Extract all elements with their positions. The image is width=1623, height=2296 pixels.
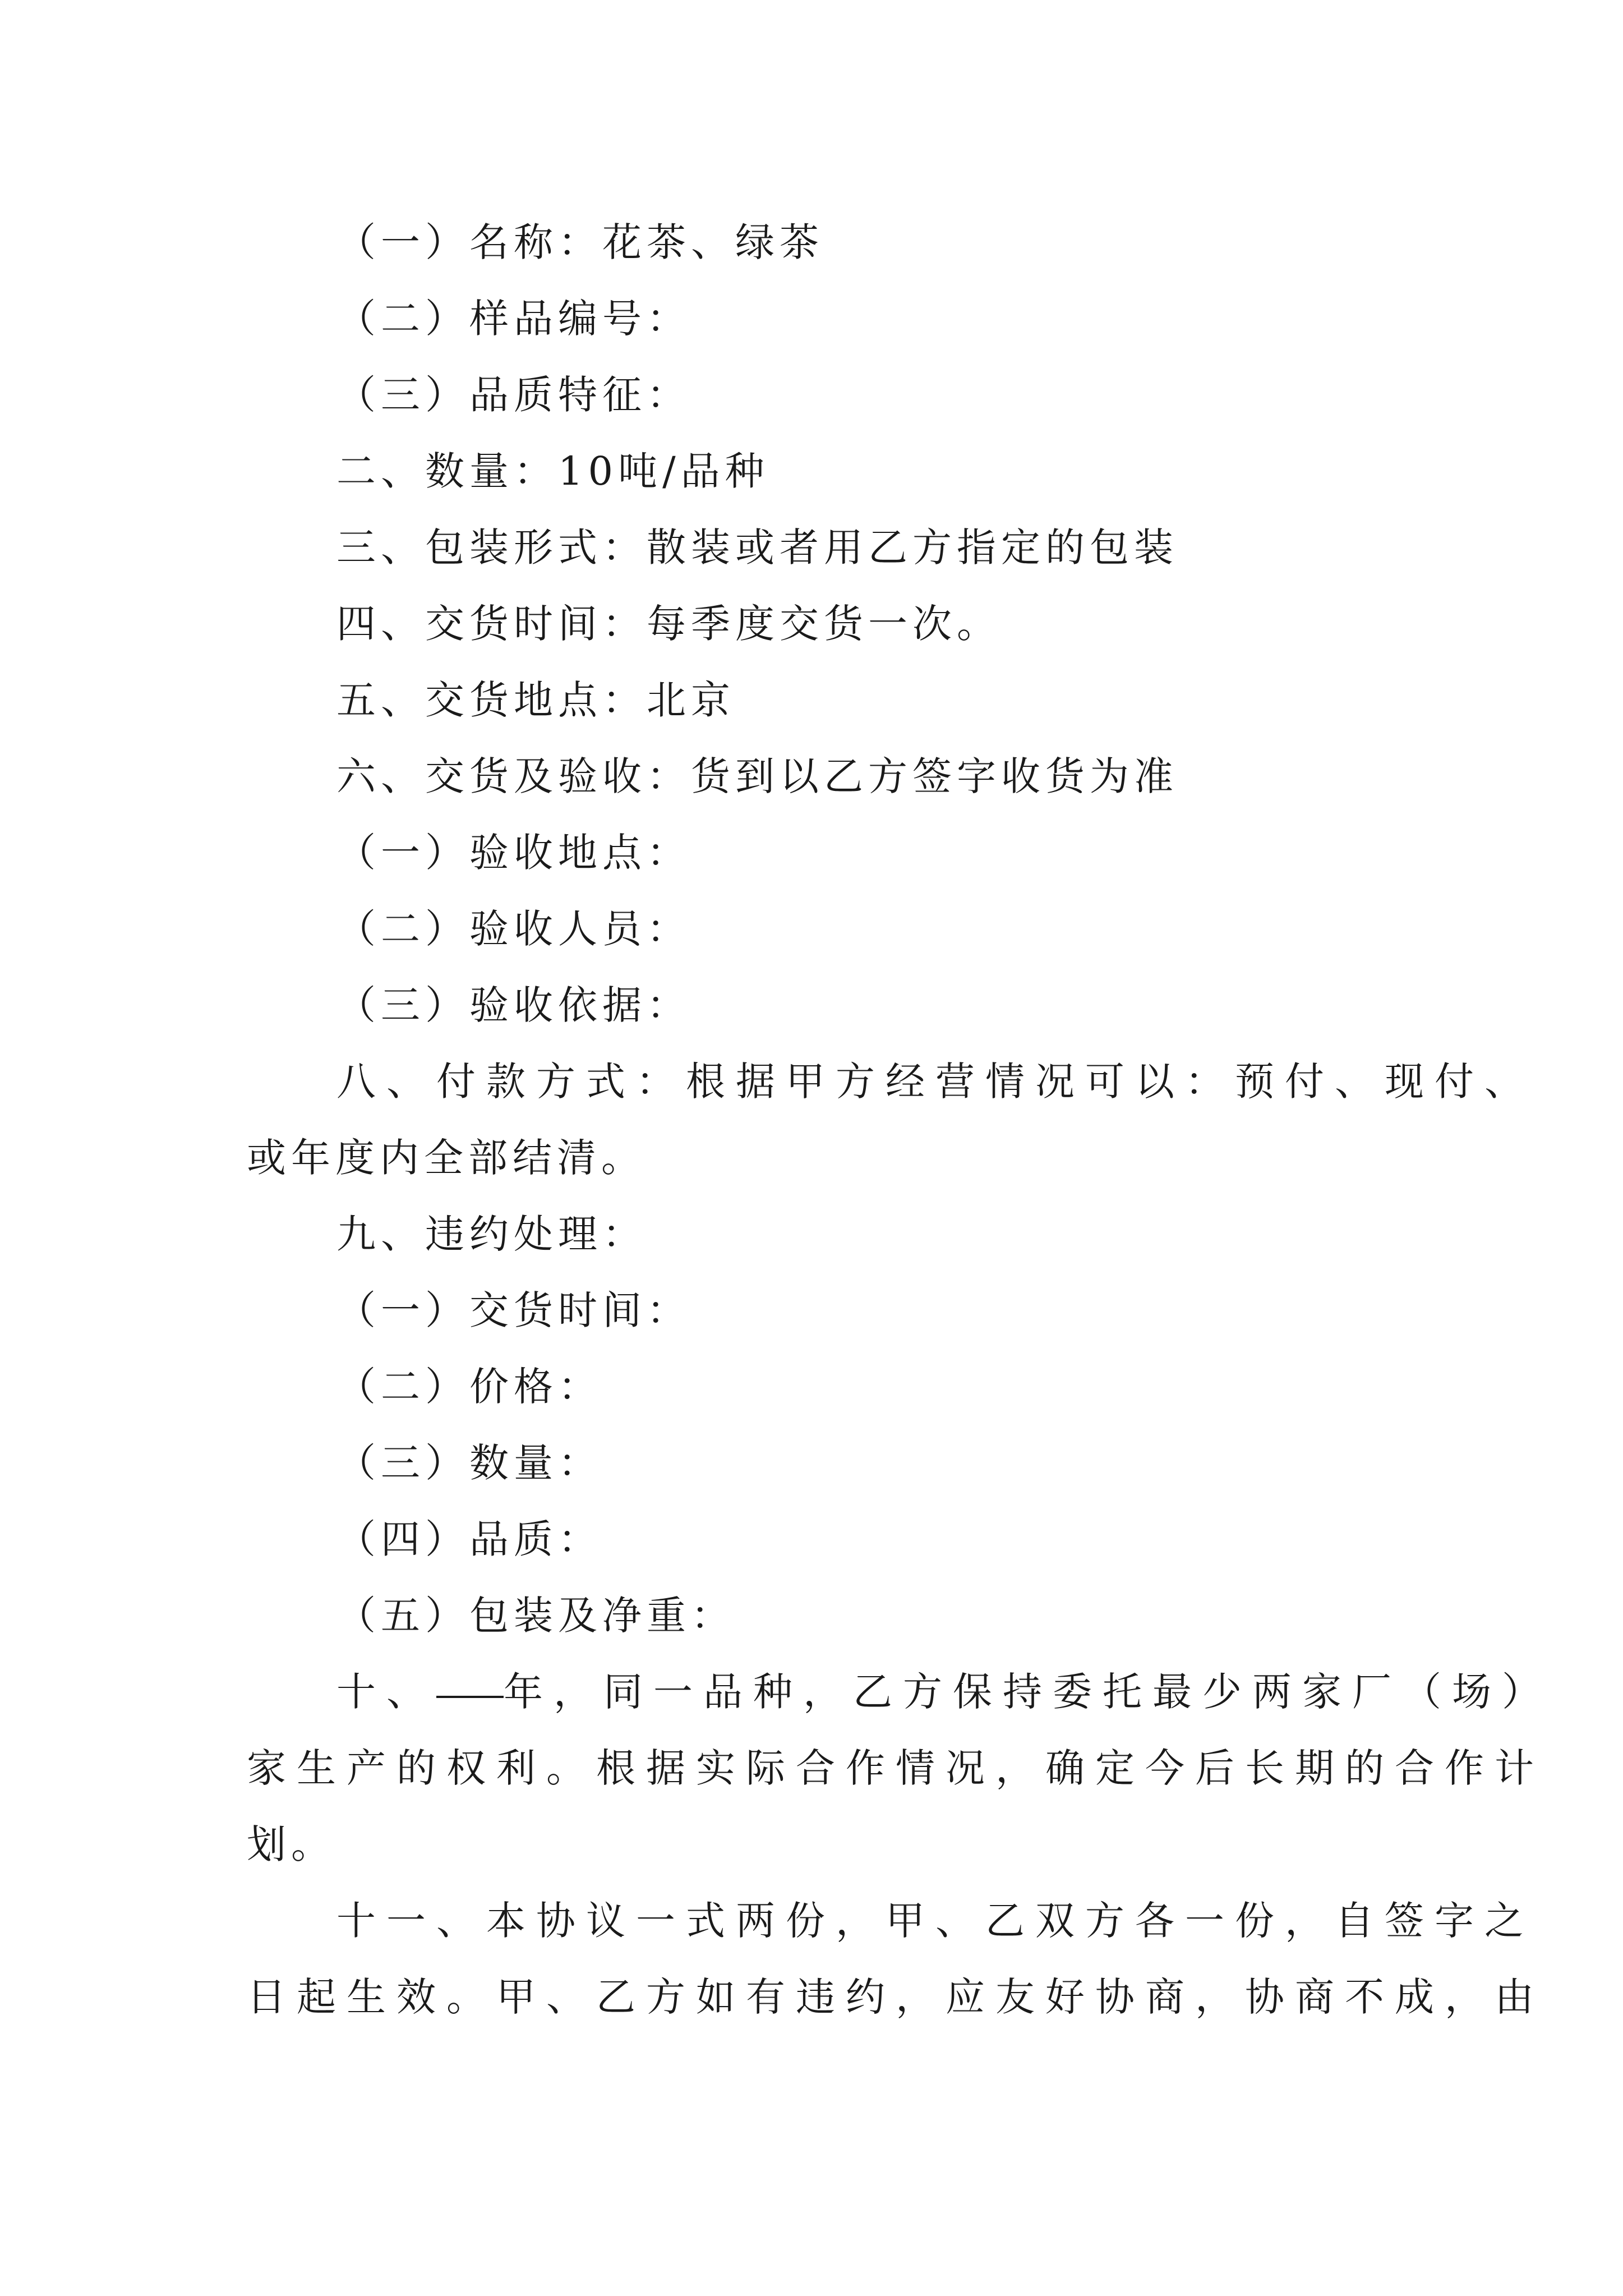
text-line: （四）品质： bbox=[336, 1516, 602, 1562]
text-line: 二、数量：10吨/品种 bbox=[336, 448, 769, 494]
text-line: （五）包装及净重： bbox=[336, 1593, 735, 1639]
text-line: （三）验收依据： bbox=[336, 982, 691, 1028]
text-line: （三）数量： bbox=[336, 1440, 602, 1486]
text-line: （三）品质特征： bbox=[336, 372, 691, 418]
text-line: 十一、本协议一式两份，甲、乙双方各一份，自签字之 bbox=[336, 1898, 1534, 1944]
text-line: 或年度内全部结清。 bbox=[247, 1135, 645, 1181]
text-line: （一）交货时间： bbox=[336, 1287, 691, 1333]
text-line: （二）验收人员： bbox=[336, 906, 691, 952]
text-line: 日起生效。甲、乙方如有违约，应友好协商，协商不成，由 bbox=[247, 1974, 1544, 2020]
text-line: （一）验收地点： bbox=[336, 830, 691, 876]
text-line: 六、交货及验收：货到以乙方签字收货为准 bbox=[336, 753, 1178, 799]
text-line bbox=[336, 1664, 1552, 1720]
text-line: 九、违约处理： bbox=[336, 1211, 647, 1257]
text-segment: 年，同一品种，乙方保持委托最少两家厂（场） bbox=[504, 1669, 1552, 1715]
text-line: 八、付款方式：根据甲方经营情况可以：预付、现付、 bbox=[336, 1059, 1534, 1105]
text-line: 三、包装形式：散装或者用乙方指定的包装 bbox=[336, 524, 1178, 570]
text-line: 划。 bbox=[247, 1821, 335, 1867]
text-line: 四、交货时间：每季度交货一次。 bbox=[336, 601, 1001, 647]
text-line: 五、交货地点：北京 bbox=[336, 677, 735, 723]
text-line: （一）名称：花茶、绿茶 bbox=[336, 219, 824, 265]
text-line: （二）价格： bbox=[336, 1364, 602, 1410]
fill-blank bbox=[436, 1692, 504, 1698]
text-line: 家生产的权利。根据实际合作情况，确定今后长期的合作计 bbox=[247, 1745, 1544, 1791]
text-segment: 十、 bbox=[336, 1669, 436, 1715]
text-line: （二）样品编号： bbox=[336, 296, 691, 342]
